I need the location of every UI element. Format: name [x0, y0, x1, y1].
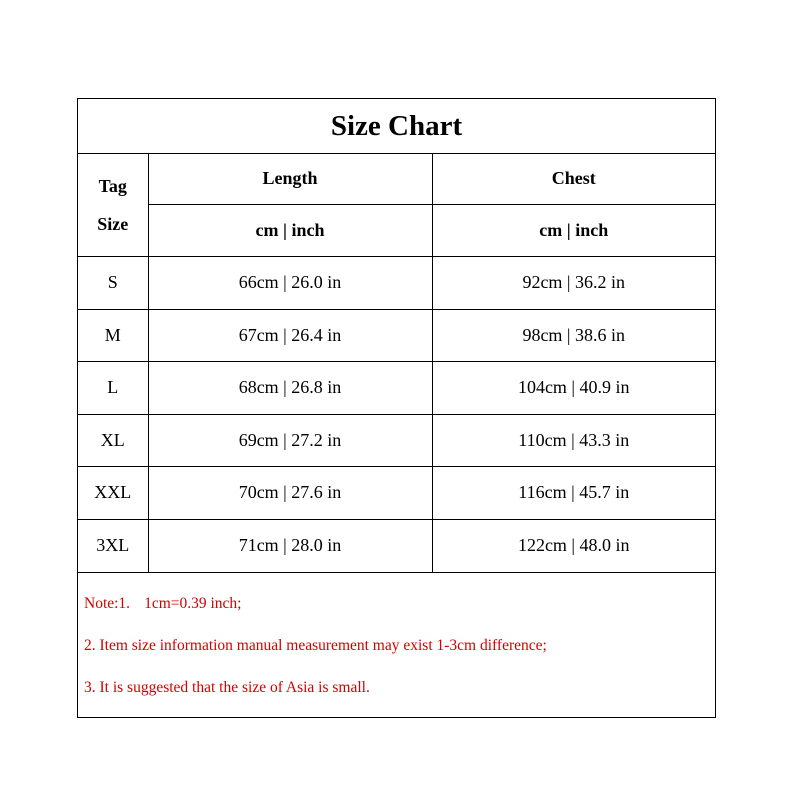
size-cell: XXL: [78, 467, 148, 520]
size-cell: S: [78, 257, 148, 310]
chest-unit: cm | inch: [432, 205, 715, 257]
note-3: 3. It is suggested that the size of Asia is small.: [84, 679, 370, 696]
header-row: [78, 153, 715, 205]
size-cell: L: [78, 362, 148, 415]
length-cell: 68cm | 26.8 in: [148, 362, 432, 415]
table-row: [78, 257, 715, 310]
length-cell: 67cm | 26.4 in: [148, 309, 432, 362]
table-row: [78, 414, 715, 467]
chest-cell: 92cm | 36.2 in: [432, 257, 715, 310]
length-unit: cm | inch: [148, 205, 432, 257]
size-label: Size: [97, 213, 129, 234]
chest-header: Chest: [432, 153, 715, 205]
size-table: [78, 153, 715, 573]
chest-cell: 98cm | 38.6 in: [432, 309, 715, 362]
tag-label: Tag: [98, 175, 127, 196]
table-row: [78, 519, 715, 572]
note-2: 2. Item size information manual measurement may exist 1-3cm difference;: [84, 637, 547, 654]
table-row: [78, 309, 715, 362]
length-cell: 71cm | 28.0 in: [148, 519, 432, 572]
unit-row: [78, 205, 715, 257]
chest-cell: 122cm | 48.0 in: [432, 519, 715, 572]
length-cell: 69cm | 27.2 in: [148, 414, 432, 467]
chest-cell: 110cm | 43.3 in: [432, 414, 715, 467]
length-header: Length: [148, 153, 432, 205]
length-cell: 66cm | 26.0 in: [148, 257, 432, 310]
tag-size-header: [78, 153, 148, 257]
size-chart: [77, 98, 716, 718]
note-1-prefix: Note:1.: [84, 595, 131, 612]
chest-cell: 116cm | 45.7 in: [432, 467, 715, 520]
size-cell: XL: [78, 414, 148, 467]
note-1: [84, 589, 715, 631]
notes-section: [78, 575, 715, 717]
chart-title: Size Chart: [78, 99, 715, 154]
note-1-text: 1cm=0.39 inch;: [144, 595, 242, 612]
size-cell: 3XL: [78, 519, 148, 572]
size-cell: M: [78, 309, 148, 362]
length-cell: 70cm | 27.6 in: [148, 467, 432, 520]
chest-cell: 104cm | 40.9 in: [432, 362, 715, 415]
table-row: [78, 467, 715, 520]
table-row: [78, 362, 715, 415]
